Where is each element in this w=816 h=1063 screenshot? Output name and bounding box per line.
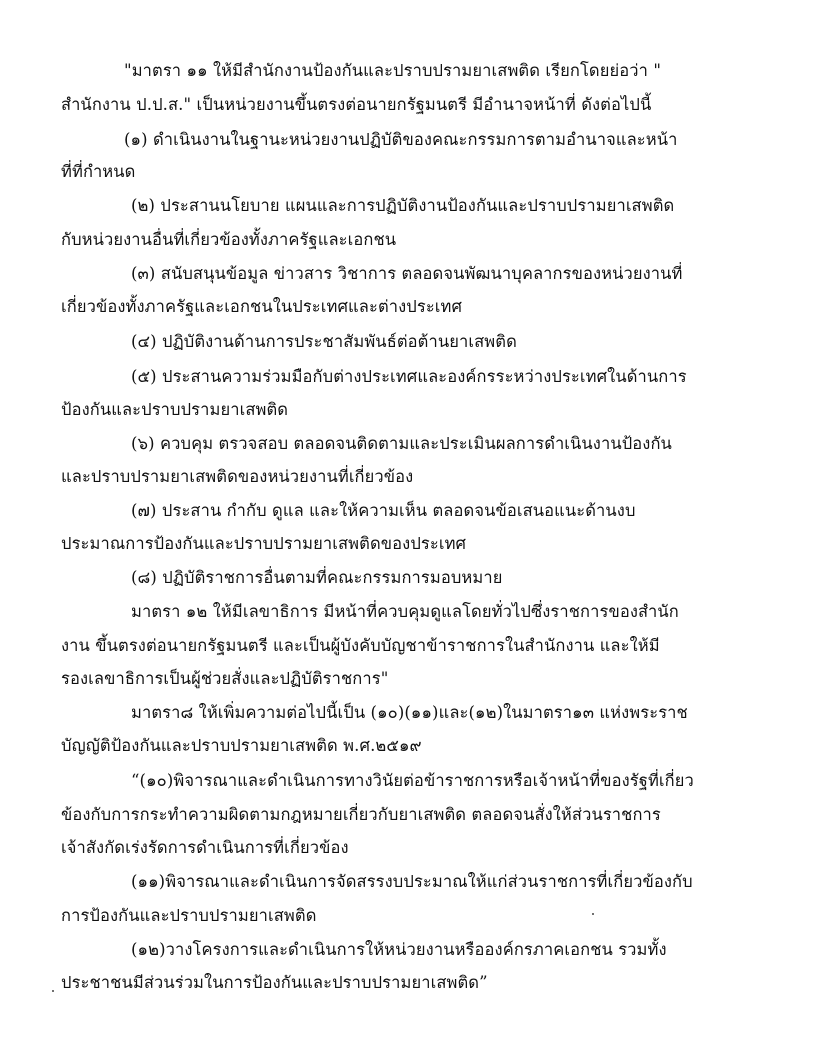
text-line: ประมาณการป้องกันและปราบปรามยาเสพติดของประเทศ (61, 534, 467, 553)
text-line: “(๑๐)พิจารณาและดำเนินการทางวินัยต่อข้าราชการหรือเจ้าหน้าที่ของรัฐที่เกี่ยว (131, 771, 694, 790)
text-line: เจ้าสังกัดเร่งรัดการดำเนินการที่เกี่ยวข้อง (61, 838, 349, 857)
text-line: (๓) สนับสนุนข้อมูล ข่าวสาร วิชาการ ตลอดจนพัฒนาบุคลากรของหน่วยงานที่ (131, 264, 683, 283)
text-line: (๑๒)วางโครงการและดำเนินการให้หน่วยงานหรือองค์กรภาคเอกชน รวมทั้ง (131, 940, 667, 959)
text-line: บัญญัติป้องกันและปราบปรามยาเสพติด พ.ศ.๒๕๑๙ (61, 736, 422, 755)
text-line: รองเลขาธิการเป็นผู้ช่วยสั่งและปฏิบัติราชการ" (61, 669, 389, 688)
text-line: มาตรา๘ ให้เพิ่มความต่อไปนี้เป็น (๑๐)(๑๑)และ(๑๒)ในมาตรา๑๓ แห่งพระราช (131, 703, 688, 722)
text-line: "มาตรา ๑๑ ให้มีสำนักงานป้องกันและปราบปรามยาเสพติด เรียกโดยย่อว่า " (124, 61, 662, 80)
text-line: สำนักงาน ป.ป.ส." เป็นหน่วยงานขึ้นตรงต่อนายกรัฐมนตรี มีอำนาจหน้าที่ ดังต่อไปนี้ (61, 95, 652, 114)
text-line: เกี่ยวข้องทั้งภาครัฐและเอกชนในประเทศและต่างประเทศ (61, 297, 463, 316)
text-line: ที่ที่กำหนด (61, 162, 136, 181)
text-line: ประชาชนมีส่วนร่วมในการป้องกันและปราบปรามยาเสพติด” (61, 973, 488, 992)
text-line: ป้องกันและปราบปรามยาเสพติด (61, 400, 289, 419)
text-line: และปราบปรามยาเสพติดของหน่วยงานที่เกี่ยวข้อง (61, 467, 414, 486)
text-line: งาน ขึ้นตรงต่อนายกรัฐมนตรี และเป็นผู้บังคับบัญชาข้าราชการในสำนักงาน และให้มี (61, 636, 660, 655)
text-line: (๘) ปฏิบัติราชการอื่นตามที่คณะกรรมการมอบหมาย (131, 568, 503, 587)
scan-speck (52, 990, 54, 992)
text-line: มาตรา ๑๒ ให้มีเลขาธิการ มีหน้าที่ควบคุมดูแลโดยทั่วไปซึ่งราชการของสำนัก (131, 602, 679, 621)
text-line: (๒) ประสานนโยบาย แผนและการปฏิบัติงานป้องกันและปราบปรามยาเสพติด (131, 196, 675, 215)
text-line: (๔) ปฏิบัติงานด้านการประชาสัมพันธ์ต่อต้านยาเสพติด (131, 332, 517, 351)
text-line: กับหน่วยงานอื่นที่เกี่ยวข้องทั้งภาครัฐและเอกชน (61, 230, 397, 249)
text-line: การป้องกันและปราบปรามยาเสพติด (61, 906, 317, 925)
text-line: (๑๑)พิจารณาและดำเนินการจัดสรรงบประมาณให้แก่ส่วนราชการที่เกี่ยวข้องกับ (131, 872, 693, 891)
text-line: (๕) ประสานความร่วมมือกับต่างประเทศและองค์กรระหว่างประเทศในด้านการ (131, 367, 687, 386)
text-line: ข้องกับการกระทำความผิดตามกฎหมายเกี่ยวกับยาเสพติด ตลอดจนสั่งให้ส่วนราชการ (61, 805, 661, 824)
text-line: (๖) ควบคุม ตรวจสอบ ตลอดจนติดตามและประเมินผลการดำเนินงานป้องกัน (131, 434, 672, 453)
scan-speck (592, 913, 594, 915)
text-line: (๗) ประสาน กำกับ ดูแล และให้ความเห็น ตลอดจนข้อเสนอแนะด้านงบ (131, 501, 636, 520)
text-line: (๑) ดำเนินงานในฐานะหน่วยงานปฏิบัติของคณะกรรมการตามอำนาจและหน้า (124, 130, 678, 149)
